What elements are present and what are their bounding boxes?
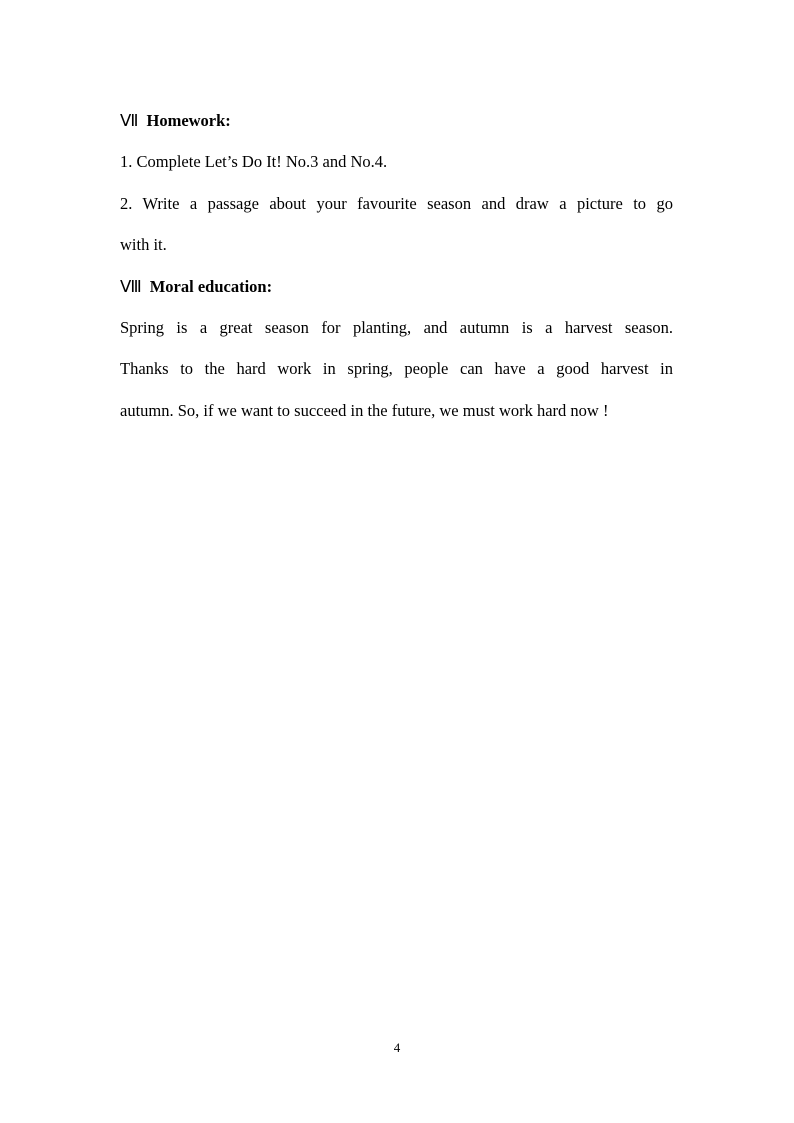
moral-paragraph-line-1: Spring is a great season for planting, and autumn is a harvest season. [120, 318, 673, 338]
page-content [120, 100, 673, 431]
moral-section-title: Moral education: [149, 276, 273, 296]
homework-section-numeral: Ⅶ [120, 111, 139, 130]
homework-item-1: 1. Complete Let’s Do It! No.3 and No.4. [120, 152, 388, 172]
moral-section-numeral: Ⅷ [120, 276, 142, 296]
page-number: 4 [393, 1040, 401, 1055]
homework-heading [120, 100, 673, 141]
homework-section-title: Homework: [146, 111, 231, 130]
moral-paragraph-line-2: Thanks to the hard work in spring, people can have a good harvest in [120, 359, 673, 379]
homework-item-2-line-1: 2. Write a passage about your favourite season and draw a picture to go [120, 193, 673, 213]
moral-paragraph-line-3: autumn. So, if we want to succeed in the future, we must work hard now ! [120, 400, 609, 420]
homework-item-2-line-2: with it. [120, 235, 167, 255]
moral-education-heading [120, 266, 673, 307]
